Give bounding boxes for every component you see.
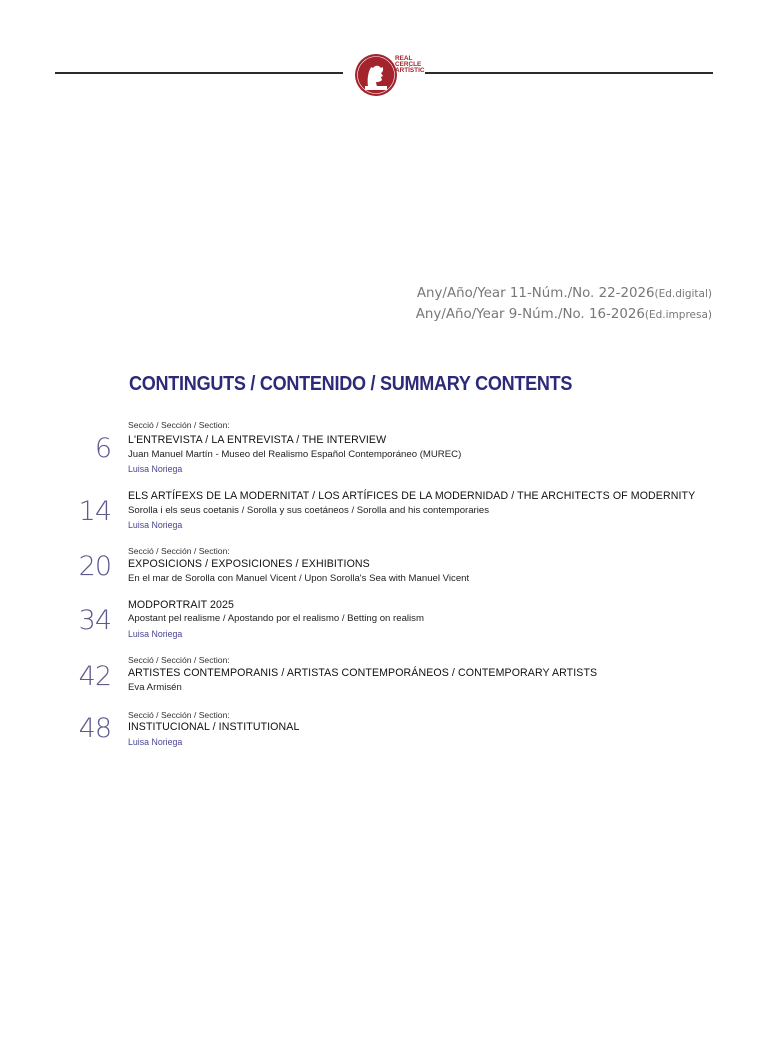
real-cercle-artistic-logo [354,53,425,103]
entry-subtitle: Apostant pel realisme / Apostando por el realismo / Betting on realism [128,613,424,624]
page-number: 14 [78,496,111,527]
issue-print-main: Any/Año/Year 9-Núm./No. 16-2026 [415,307,645,322]
page-number: 42 [78,661,111,692]
issue-print [416,307,712,322]
page-number: 48 [78,713,111,744]
entry-author: Luisa Noriega [128,520,183,530]
entry-subtitle: Eva Armisén [128,682,182,693]
entry-title: EXPOSICIONS / EXPOSICIONES / EXHIBITIONS [128,558,370,570]
entry-title: INSTITUCIONAL / INSTITUTIONAL [128,721,300,733]
entry-title: ELS ARTÍFEXS DE LA MODERNITAT / LOS ARTÍFICES DE LA MODERNIDAD / THE ARCHITECTS OF MODERNITY [128,490,696,502]
entry-title: ARTISTES CONTEMPORANIS / ARTISTAS CONTEMPORÁNEOS / CONTEMPORARY ARTISTS [128,667,598,679]
logo-line-2: CERCLE [395,61,422,69]
page-number: 6 [94,433,111,464]
issue-digital-main: Any/Año/Year 11-Núm./No. 22-2026 [416,286,655,301]
entry-author: Luisa Noriega [128,737,183,747]
entry-author: Luisa Noriega [128,629,183,639]
entry-subtitle: Sorolla i els seus coetanis / Sorolla y sus coetáneos / Sorolla and his contemporaries [128,505,490,516]
issue-digital [417,286,712,301]
logo-wordmark [395,55,425,75]
issue-digital-edition: (Ed.digital) [654,288,712,300]
section-label: Secció / Sección / Section: [128,710,230,720]
entry-title: MODPORTRAIT 2025 [128,599,235,611]
entry-author: Luisa Noriega [128,464,183,474]
header-rule-left [55,72,343,74]
section-label: Secció / Sección / Section: [128,546,230,556]
page-number: 20 [78,551,111,582]
header-rule-right [425,72,713,74]
entry-subtitle: En el mar de Sorolla con Manuel Vicent / Upon Sorolla's Sea with Manuel Vicent [128,573,470,584]
logo-seal-icon [354,53,398,97]
contents-heading: CONTINGUTS / CONTENIDO / SUMMARY CONTENTS [129,372,573,395]
entry-subtitle: Juan Manuel Martín - Museo del Realismo Español Contemporáneo (MUREC) [128,449,462,460]
logo-line-1: REAL [395,55,413,62]
issue-print-edition: (Ed.impresa) [644,309,712,321]
section-label: Secció / Sección / Section: [128,655,230,665]
page-number: 34 [78,605,111,636]
entry-title: L'ENTREVISTA / LA ENTREVISTA / THE INTERVIEW [128,434,387,446]
section-label: Secció / Sección / Section: [128,420,230,430]
logo-line-3: ARTÍSTIC [395,67,425,75]
